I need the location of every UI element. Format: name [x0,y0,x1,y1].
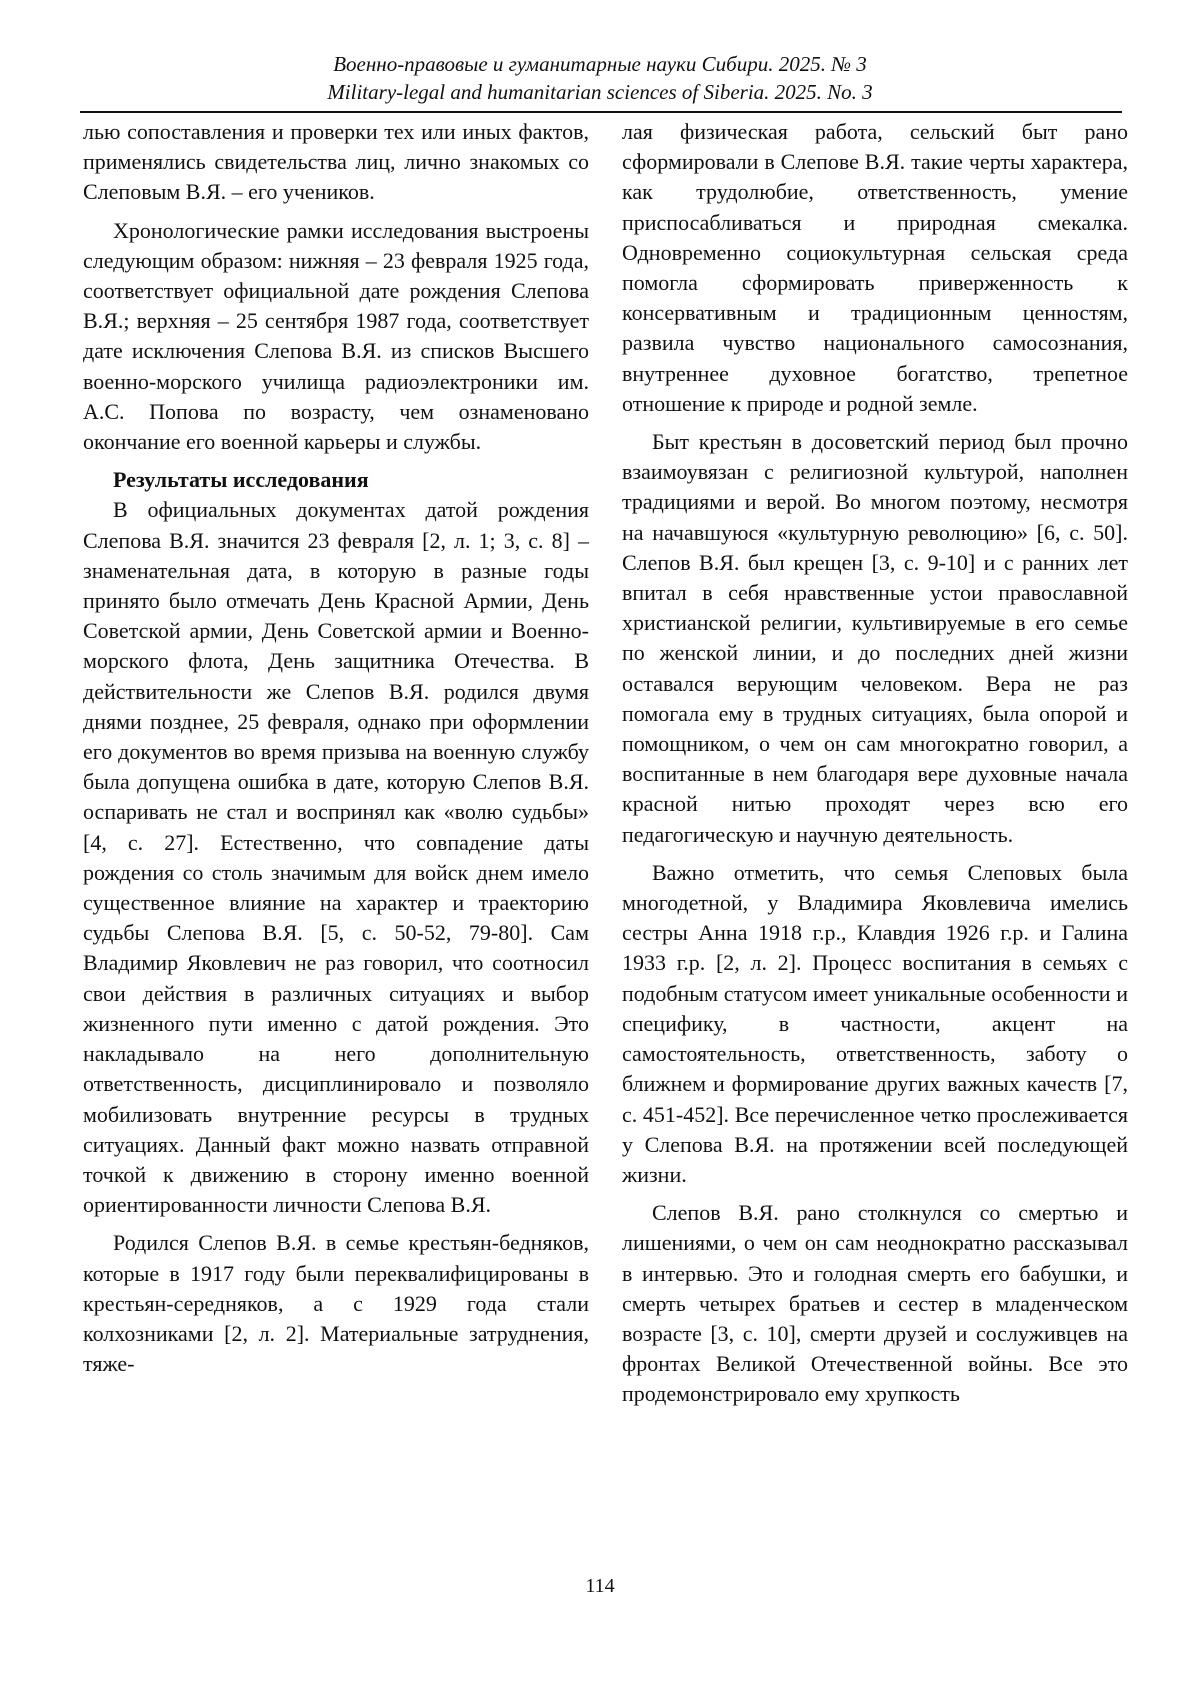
left-paragraph-3: В официальных документах датой рождения Слепова В.Я. значится 23 февраля [2, л. 1; 3, с. 8] – знаменательная дата, в которую в разные годы принято было отмечать День Красной Армии, День Советской армии, День Советской армии и Военно-морского флота, День защитника Отечества. В действительности же Слепов В.Я. родился двумя днями позднее, 25 февраля, однако при оформлении его документов во время призыва на военную службу была допущена ошибка в дате, которую Слепов В.Я. оспаривать не стал и воспринял как «волю судьбы» [4, с. 27]. Естественно, что совпадение даты рождения со столь значимым для войск днем имело существенное влияние на характер и траекторию судьбы Слепова В.Я. [5, с. 50-52, 79-80]. Сам Владимир Яковлевич не раз говорил, что соотносил свои действия в различных ситуациях и выбор жизненного пути именно с датой рождения. Это накладывало на него дополнительную ответственность, дисциплинировало и позволяло мобилизовать внутренние ресурсы в трудных ситуациях. Данный факт можно назвать отправной точкой к движению в сторону именно военной ориентированности личности Слепова В.Я. [83,497,589,1218]
left-paragraph-4: Родился Слепов В.Я. в семье крестьян-бедняков, которые в 1917 году были переквалифицированы в крестьян-середняков, а с 1929 года стали колхозниками [2, л. 2]. Материальные затруднения, тяже- [83,1230,589,1377]
right-paragraph-3: Важно отметить, что семья Слеповых была многодетной, у Владимира Яковлевича имелись сестры Анна 1918 г.р., Клавдия 1926 г.р. и Галина 1933 г.р. [2, л. 2]. Процесс воспитания в семьях с подобным статусом имеет уникальные особенности и специфику, в частности, акцент на самостоятельность, ответственность, заботу о ближнем и формирование других важных качеств [7, с. 451-452]. Все перечисленное четко прослеживается у Слепова В.Я. на протяжении всей последующей жизни. [622,859,1128,1187]
right-column [622,117,1128,1410]
right-paragraph-2: Быт крестьян в досоветский период был прочно взаимоувязан с религиозной культурой, наполнен традициями и верой. Во многом поэтому, несмотря на начавшуюся «культурную революцию» [6, с. 50]. Слепов В.Я. был крещен [3, с. 9-10] и с ранних лет впитал в себя нравственные устои православной христианской религии, культивируемые в его семье по женской линии, и до последних дней жизни оставался верующим человеком. Вера не раз помогала ему в трудных ситуациях, была опорой и помощником, о чем он сам многократно говорил, а воспитанные в нем благодаря вере духовные начала красной нитью проходят через всю его педагогическую и научную деятельность. [622,429,1128,847]
journal-title-ru: Военно-правовые и гуманитарные науки Сибири. 2025. № 3 [333,52,867,76]
right-paragraph-1: лая физическая работа, сельский быт рано сформировали в Слепове В.Я. такие черты характера, как трудолюбие, ответственность, умение приспосабливаться и природная смекалка. Одновременно социокультурная сельская среда помогла сформировать приверженность к консервативным и традиционным ценностям, развила чувство национального самосознания, внутреннее духовное богатство, трепетное отношение к природе и родной земле. [622,119,1128,416]
right-paragraph-4: Слепов В.Я. рано столкнулся со смертью и лишениями, о чем он сам неоднократно рассказывал в интервью. Это и голодная смерть его бабушки, и смерть четырех братьев и сестер в младенческом возрасте [3, с. 10], смерти друзей и сослуживцев на фронтах Великой Отечественной войны. Все это продемонстрировало ему хрупкость [622,1200,1128,1407]
page-number: 114 [585,1575,615,1597]
journal-title-en: Military-legal and humanitarian sciences of Siberia. 2025. No. 3 [327,80,873,104]
left-column [83,117,589,1379]
section-heading: Результаты исследования [113,467,369,493]
header-divider [80,111,1122,113]
journal-header [80,50,1120,106]
left-paragraph-2: Хронологические рамки исследования выстроены следующим образом: нижняя – 23 февраля 1925 года, соответствует официальной дате рождения Слепова В.Я.; верхняя – 25 сентября 1987 года, соответствует дате исключения Слепова В.Я. из списков Высшего военно-морского училища радиоэлектроники им. А.С. Попова по возрасту, чем ознаменовано окончание его военной карьеры и службы. [83,217,589,455]
left-paragraph-1: лью сопоставления и проверки тех или иных фактов, применялись свидетельства лиц, лично знакомых со Слеповым В.Я. – его учеников. [83,119,589,205]
